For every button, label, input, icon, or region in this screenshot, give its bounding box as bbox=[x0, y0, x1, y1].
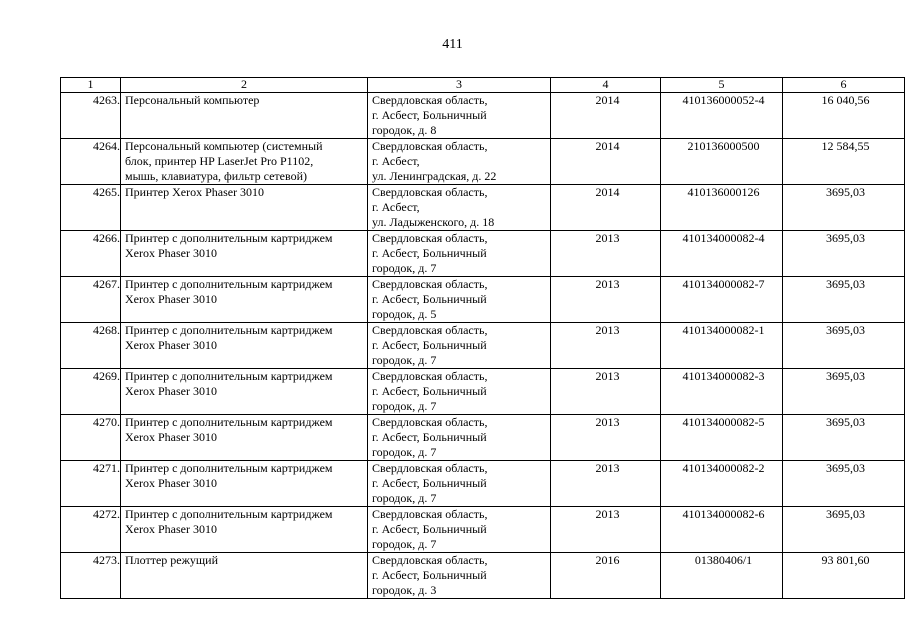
table-row bbox=[61, 93, 905, 139]
table-row bbox=[61, 415, 905, 461]
inventory-code-cell: 410134000082-7 bbox=[661, 277, 783, 323]
year-cell: 2013 bbox=[551, 507, 661, 553]
cost-cell: 12 584,55 bbox=[783, 139, 905, 185]
row-number-cell: 4265. bbox=[61, 185, 121, 231]
inventory-code-cell: 410134000082-2 bbox=[661, 461, 783, 507]
item-name-cell bbox=[121, 369, 368, 415]
inventory-code-cell: 01380406/1 bbox=[661, 553, 783, 599]
address-cell bbox=[368, 185, 551, 231]
cost-cell: 16 040,56 bbox=[783, 93, 905, 139]
row-number-cell: 4264. bbox=[61, 139, 121, 185]
address-cell-line: Свердловская область, bbox=[372, 231, 488, 245]
item-name-cell-line: Принтер с дополнительным картриджем bbox=[125, 231, 333, 245]
address-cell bbox=[368, 93, 551, 139]
address-cell-line: г. Асбест, Больничный bbox=[372, 568, 487, 582]
page-number: 411 bbox=[442, 37, 463, 52]
item-name-cell bbox=[121, 185, 368, 231]
row-number-cell: 4272. bbox=[61, 507, 121, 553]
cost-cell: 3695,03 bbox=[783, 369, 905, 415]
year-cell: 2014 bbox=[551, 139, 661, 185]
address-cell-line: г. Асбест, Больничный bbox=[372, 430, 487, 444]
year-cell: 2016 bbox=[551, 553, 661, 599]
item-name-cell-line: мышь, клавиатура, фильтр сетевой) bbox=[125, 169, 307, 183]
address-cell bbox=[368, 461, 551, 507]
cost-cell: 3695,03 bbox=[783, 231, 905, 277]
address-cell-line: Свердловская область, bbox=[372, 139, 488, 153]
row-number-cell: 4263. bbox=[61, 93, 121, 139]
address-cell-line: г. Асбест, Больничный bbox=[372, 476, 487, 490]
column-header-6: 6 bbox=[783, 78, 905, 93]
address-cell-line: городок, д. 7 bbox=[372, 445, 437, 459]
item-name-cell-line: Xerox Phaser 3010 bbox=[125, 338, 217, 352]
address-cell-line: Свердловская область, bbox=[372, 369, 488, 383]
address-cell-line: ул. Ладыженского, д. 18 bbox=[372, 215, 495, 229]
row-number-cell: 4266. bbox=[61, 231, 121, 277]
address-cell-line: г. Асбест, Больничный bbox=[372, 246, 487, 260]
row-number-cell: 4268. bbox=[61, 323, 121, 369]
cost-cell: 3695,03 bbox=[783, 185, 905, 231]
item-name-cell-line: Xerox Phaser 3010 bbox=[125, 522, 217, 536]
address-cell-line: городок, д. 5 bbox=[372, 307, 437, 321]
inventory-code-cell: 410134000082-1 bbox=[661, 323, 783, 369]
item-name-cell-line: Xerox Phaser 3010 bbox=[125, 292, 217, 306]
item-name-cell bbox=[121, 553, 368, 599]
item-name-cell-line: Персональный компьютер (системный bbox=[125, 139, 323, 153]
inventory-code-cell: 410136000052-4 bbox=[661, 93, 783, 139]
address-cell-line: Свердловская область, bbox=[372, 461, 488, 475]
year-cell: 2013 bbox=[551, 415, 661, 461]
cost-cell: 3695,03 bbox=[783, 507, 905, 553]
item-name-cell-line: Принтер Xerox Phaser 3010 bbox=[125, 185, 265, 199]
address-cell bbox=[368, 507, 551, 553]
column-header-1: 1 bbox=[61, 78, 121, 93]
address-cell-line: ул. Ленинградская, д. 22 bbox=[372, 169, 497, 183]
address-cell-line: г. Асбест, Больничный bbox=[372, 292, 487, 306]
address-cell-line: Свердловская область, bbox=[372, 323, 488, 337]
table-row bbox=[61, 323, 905, 369]
table-row bbox=[61, 369, 905, 415]
cost-cell: 3695,03 bbox=[783, 415, 905, 461]
item-name-cell-line: Принтер с дополнительным картриджем bbox=[125, 277, 333, 291]
address-cell-line: городок, д. 7 bbox=[372, 399, 437, 413]
column-header-5: 5 bbox=[661, 78, 783, 93]
table-row bbox=[61, 231, 905, 277]
table-header bbox=[61, 78, 905, 93]
row-number-cell: 4269. bbox=[61, 369, 121, 415]
year-cell: 2013 bbox=[551, 277, 661, 323]
item-name-cell-line: Xerox Phaser 3010 bbox=[125, 246, 217, 260]
address-cell-line: г. Асбест, bbox=[372, 154, 420, 168]
table-row bbox=[61, 507, 905, 553]
item-name-cell-line: Принтер с дополнительным картриджем bbox=[125, 507, 333, 521]
item-name-cell-line: Персональный компьютер bbox=[125, 93, 260, 107]
year-cell: 2013 bbox=[551, 323, 661, 369]
item-name-cell bbox=[121, 231, 368, 277]
inventory-code-cell: 210136000500 bbox=[661, 139, 783, 185]
row-number-cell: 4273. bbox=[61, 553, 121, 599]
year-cell: 2013 bbox=[551, 461, 661, 507]
column-header-2: 2 bbox=[121, 78, 368, 93]
table-row bbox=[61, 139, 905, 185]
address-cell-line: Свердловская область, bbox=[372, 553, 488, 567]
item-name-cell bbox=[121, 323, 368, 369]
item-name-cell bbox=[121, 461, 368, 507]
column-header-3: 3 bbox=[368, 78, 551, 93]
item-name-cell-line: Xerox Phaser 3010 bbox=[125, 476, 217, 490]
cost-cell: 3695,03 bbox=[783, 277, 905, 323]
item-name-cell bbox=[121, 139, 368, 185]
address-cell bbox=[368, 231, 551, 277]
column-number-row bbox=[61, 78, 905, 93]
item-name-cell-line: Принтер с дополнительным картриджем bbox=[125, 369, 333, 383]
item-name-cell bbox=[121, 507, 368, 553]
address-cell bbox=[368, 369, 551, 415]
inventory-code-cell: 410134000082-4 bbox=[661, 231, 783, 277]
table-row bbox=[61, 553, 905, 599]
year-cell: 2014 bbox=[551, 93, 661, 139]
cost-cell: 3695,03 bbox=[783, 323, 905, 369]
inventory-code-cell: 410134000082-3 bbox=[661, 369, 783, 415]
address-cell bbox=[368, 277, 551, 323]
row-number-cell: 4270. bbox=[61, 415, 121, 461]
inventory-table bbox=[60, 77, 905, 599]
table-body bbox=[61, 93, 905, 599]
address-cell-line: городок, д. 8 bbox=[372, 123, 437, 137]
address-cell-line: г. Асбест, Больничный bbox=[372, 384, 487, 398]
address-cell-line: г. Асбест, Больничный bbox=[372, 108, 487, 122]
inventory-code-cell: 410136000126 bbox=[661, 185, 783, 231]
address-cell-line: городок, д. 7 bbox=[372, 261, 437, 275]
address-cell-line: Свердловская область, bbox=[372, 507, 488, 521]
address-cell-line: г. Асбест, Больничный bbox=[372, 338, 487, 352]
year-cell: 2013 bbox=[551, 231, 661, 277]
address-cell-line: Свердловская область, bbox=[372, 415, 488, 429]
cost-cell: 3695,03 bbox=[783, 461, 905, 507]
cost-cell: 93 801,60 bbox=[783, 553, 905, 599]
item-name-cell-line: Принтер с дополнительным картриджем bbox=[125, 415, 333, 429]
inventory-code-cell: 410134000082-5 bbox=[661, 415, 783, 461]
item-name-cell bbox=[121, 93, 368, 139]
item-name-cell-line: Xerox Phaser 3010 bbox=[125, 430, 217, 444]
column-header-4: 4 bbox=[551, 78, 661, 93]
table-row bbox=[61, 185, 905, 231]
item-name-cell-line: Принтер с дополнительным картриджем bbox=[125, 461, 333, 475]
address-cell-line: г. Асбест, bbox=[372, 200, 420, 214]
address-cell-line: Свердловская область, bbox=[372, 277, 488, 291]
address-cell bbox=[368, 553, 551, 599]
item-name-cell-line: Принтер с дополнительным картриджем bbox=[125, 323, 333, 337]
year-cell: 2014 bbox=[551, 185, 661, 231]
item-name-cell-line: Xerox Phaser 3010 bbox=[125, 384, 217, 398]
item-name-cell-line: блок, принтер HP LaserJet Pro P1102, bbox=[125, 154, 314, 168]
address-cell-line: городок, д. 7 bbox=[372, 353, 437, 367]
address-cell bbox=[368, 323, 551, 369]
row-number-cell: 4267. bbox=[61, 277, 121, 323]
address-cell-line: г. Асбест, Больничный bbox=[372, 522, 487, 536]
address-cell bbox=[368, 415, 551, 461]
address-cell-line: Свердловская область, bbox=[372, 93, 488, 107]
address-cell-line: Свердловская область, bbox=[372, 185, 488, 199]
table-row bbox=[61, 461, 905, 507]
item-name-cell-line: Плоттер режущий bbox=[125, 553, 219, 567]
year-cell: 2013 bbox=[551, 369, 661, 415]
address-cell bbox=[368, 139, 551, 185]
item-name-cell bbox=[121, 415, 368, 461]
address-cell-line: городок, д. 3 bbox=[372, 583, 437, 597]
row-number-cell: 4271. bbox=[61, 461, 121, 507]
table-row bbox=[61, 277, 905, 323]
address-cell-line: городок, д. 7 bbox=[372, 537, 437, 551]
item-name-cell bbox=[121, 277, 368, 323]
inventory-code-cell: 410134000082-6 bbox=[661, 507, 783, 553]
address-cell-line: городок, д. 7 bbox=[372, 491, 437, 505]
